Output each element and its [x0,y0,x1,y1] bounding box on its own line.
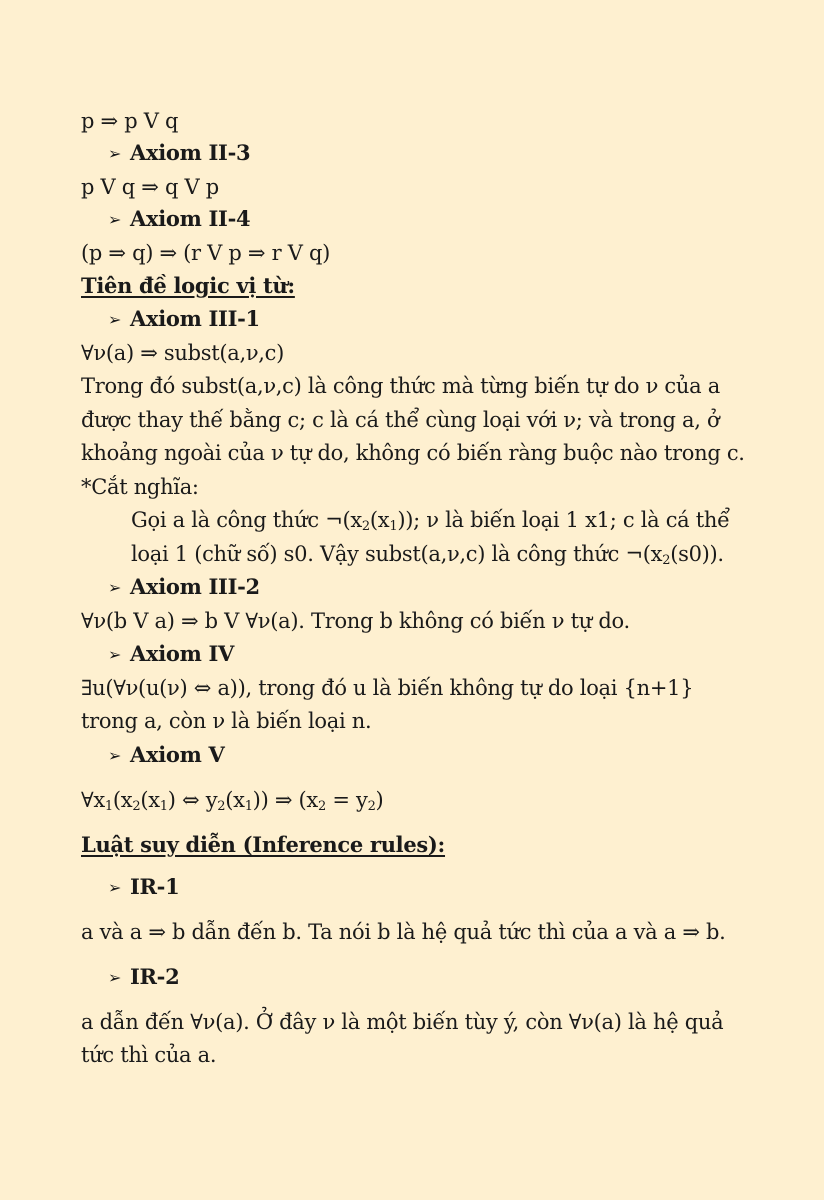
subscript: 1 [159,799,168,814]
heading-label: Axiom III-1 [130,306,260,331]
subscript: 2 [361,519,370,534]
text-run: (s0)). [670,542,724,566]
arrow-bullet-icon: ➢ [108,878,122,897]
arrow-bullet-icon: ➢ [108,144,122,163]
heading-axiom-iv [108,640,234,669]
text-run: )) ⇒ (x [252,788,318,812]
heading-label: Axiom II-3 [130,140,251,165]
subscript: 2 [132,799,141,814]
formula-axiom-v [81,786,383,814]
text-run: (x [140,788,160,812]
body-text: a dẫn đến ∀ν(a). Ở đây ν là một biến tùy ý, còn ∀ν(a) là hệ quả [81,1010,724,1034]
heading-ir-2 [108,963,179,992]
heading-label: Axiom V [130,742,225,767]
formula-axiom-iv: ∃u(∀ν(u(ν) ⇔ a)), trong đó u là biến không tự do loại {n+1} [81,676,694,700]
subscript: 1 [104,799,113,814]
subscript: 2 [217,799,226,814]
formula-axiom-ii-4: (p ⇒ q) ⇒ (r V p ⇒ r V q) [81,241,330,265]
text-run: (x [112,788,133,812]
formula-axiom-ii-2: p ⇒ p V q [81,109,179,133]
heading-axiom-iii-2 [108,573,260,602]
subscript: 1 [389,519,398,534]
arrow-bullet-icon: ➢ [108,210,122,229]
explanation-label: *Cắt nghĩa: [81,475,199,499]
text-run: = y [325,788,368,812]
arrow-bullet-icon: ➢ [108,746,122,765]
text-run: ∀x [81,788,105,812]
body-text: Trong đó subst(a,ν,c) là công thức mà từng biến tự do ν của a [81,374,720,398]
arrow-bullet-icon: ➢ [108,310,122,329]
subscript: 2 [367,799,376,814]
formula-axiom-iii-2: ∀ν(b V a) ⇒ b V ∀ν(a). Trong b không có biến ν tự do. [81,609,630,633]
heading-axiom-ii-4 [108,205,250,234]
formula-axiom-ii-3: p V q ⇒ q V p [81,175,219,199]
arrow-bullet-icon: ➢ [108,968,122,987]
arrow-bullet-icon: ➢ [108,578,122,597]
heading-label: IR-1 [130,874,180,899]
body-text: được thay thế bằng c; c là cá thể cùng loại với ν; và trong a, ở [81,408,720,432]
body-text: a và a ⇒ b dẫn đến b. Ta nói b là hệ quả tức thì của a và a ⇒ b. [81,920,726,944]
subscript: 2 [662,553,671,568]
heading-label: Axiom II-4 [130,206,251,231]
body-text: khoảng ngoài của ν tự do, không có biến ràng buộc nào trong c. [81,441,745,465]
heading-axiom-v [108,741,225,770]
heading-ir-1 [108,873,179,902]
formula-axiom-iii-1: ∀ν(a) ⇒ subst(a,ν,c) [81,341,285,365]
text-run: (x [369,508,390,532]
body-text: tức thì của a. [81,1043,217,1067]
text-run: loại 1 (chữ số) s0. Vậy subst(a,ν,c) là công thức ¬(x [131,542,663,566]
heading-axiom-ii-3 [108,139,250,168]
text-run: )); ν là biến loại 1 x1; c là cá thể [397,508,730,532]
subscript: 2 [317,799,326,814]
text-run: ) ⇔ y [167,788,218,812]
heading-axiom-iii-1 [108,305,260,334]
explanation-text [131,506,730,534]
heading-label: Axiom IV [130,641,235,666]
subscript: 1 [244,799,253,814]
section-title-inference-rules: Luật suy diễn (Inference rules): [81,832,446,857]
text-run: ) [375,788,384,812]
heading-label: Axiom III-2 [130,574,260,599]
explanation-text [131,540,724,568]
section-title-predicate-axioms: Tiên đề logic vị từ: [81,273,295,298]
text-run: Gọi a là công thức ¬(x [131,508,362,532]
body-text: trong a, còn ν là biến loại n. [81,709,372,733]
text-run: (x [225,788,245,812]
arrow-bullet-icon: ➢ [108,645,122,664]
heading-label: IR-2 [130,964,180,989]
